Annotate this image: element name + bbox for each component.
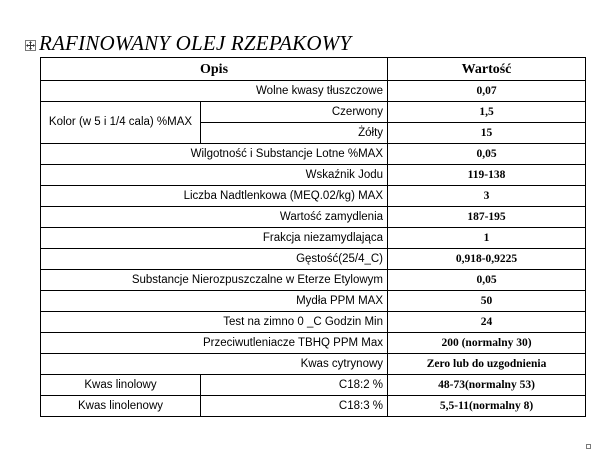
- row-value: 0,07: [388, 81, 586, 102]
- row-value: 24: [388, 312, 586, 333]
- row-label: Mydła PPM MAX: [41, 291, 388, 312]
- row-group-label: Kolor (w 5 i 1/4 cala) %MAX: [41, 102, 201, 144]
- row-label: Gęstość(25/4_C): [41, 249, 388, 270]
- row-value: 48-73(normalny 53): [388, 375, 586, 396]
- table-row: [41, 396, 586, 417]
- row-label: Liczba Nadtlenkowa (MEQ.02/kg) MAX: [41, 186, 388, 207]
- table-row: [41, 249, 586, 270]
- row-label: Kwas linolowy: [41, 375, 201, 396]
- table-row: [41, 354, 586, 375]
- row-label: Przeciwutleniacze TBHQ PPM Max: [41, 333, 388, 354]
- table-row: [41, 144, 586, 165]
- row-label: Frakcja niezamydlająca: [41, 228, 388, 249]
- row-value: 1: [388, 228, 586, 249]
- row-code: C18:2 %: [201, 375, 388, 396]
- table-header-row: [41, 58, 586, 81]
- table-row: [41, 291, 586, 312]
- row-label: Wartość zamydlenia: [41, 207, 388, 228]
- table-row: [41, 165, 586, 186]
- row-value: 200 (normalny 30): [388, 333, 586, 354]
- header-value: Wartość: [388, 58, 586, 81]
- document-title: RAFINOWANY OLEJ RZEPAKOWY: [39, 31, 352, 55]
- table-row: [41, 228, 586, 249]
- table-row: [41, 312, 586, 333]
- row-value: 0,05: [388, 144, 586, 165]
- header-description: Opis: [41, 58, 388, 81]
- row-value: 0,918-0,9225: [388, 249, 586, 270]
- row-value: 187-195: [388, 207, 586, 228]
- table-row: [41, 375, 586, 396]
- row-label: Wskaźnik Jodu: [41, 165, 388, 186]
- row-value: 1,5: [388, 102, 586, 123]
- table-row: [41, 270, 586, 291]
- row-value: 0,05: [388, 270, 586, 291]
- row-label: Substancje Nierozpuszczalne w Eterze Etylowym: [41, 270, 388, 291]
- table-row: [41, 81, 586, 102]
- row-value: 3: [388, 186, 586, 207]
- row-label: Test na zimno 0 _C Godzin Min: [41, 312, 388, 333]
- row-label: Kwas cytrynowy: [41, 354, 388, 375]
- row-value: 15: [388, 123, 586, 144]
- table-row: [41, 102, 586, 123]
- row-value: 5,5-11(normalny 8): [388, 396, 586, 417]
- table-resize-handle[interactable]: [586, 444, 591, 449]
- row-label: Wilgotność i Substancje Lotne %MAX: [41, 144, 388, 165]
- specification-table: [40, 57, 586, 417]
- table-move-handle-icon[interactable]: [25, 40, 36, 51]
- row-sublabel: Żółty: [201, 123, 388, 144]
- row-sublabel: Czerwony: [201, 102, 388, 123]
- table-row: [41, 333, 586, 354]
- row-code: C18:3 %: [201, 396, 388, 417]
- row-label: Wolne kwasy tłuszczowe: [41, 81, 388, 102]
- row-value: Zero lub do uzgodnienia: [388, 354, 586, 375]
- table-row: [41, 207, 586, 228]
- row-label: Kwas linolenowy: [41, 396, 201, 417]
- row-value: 50: [388, 291, 586, 312]
- table-row: [41, 186, 586, 207]
- row-value: 119-138: [388, 165, 586, 186]
